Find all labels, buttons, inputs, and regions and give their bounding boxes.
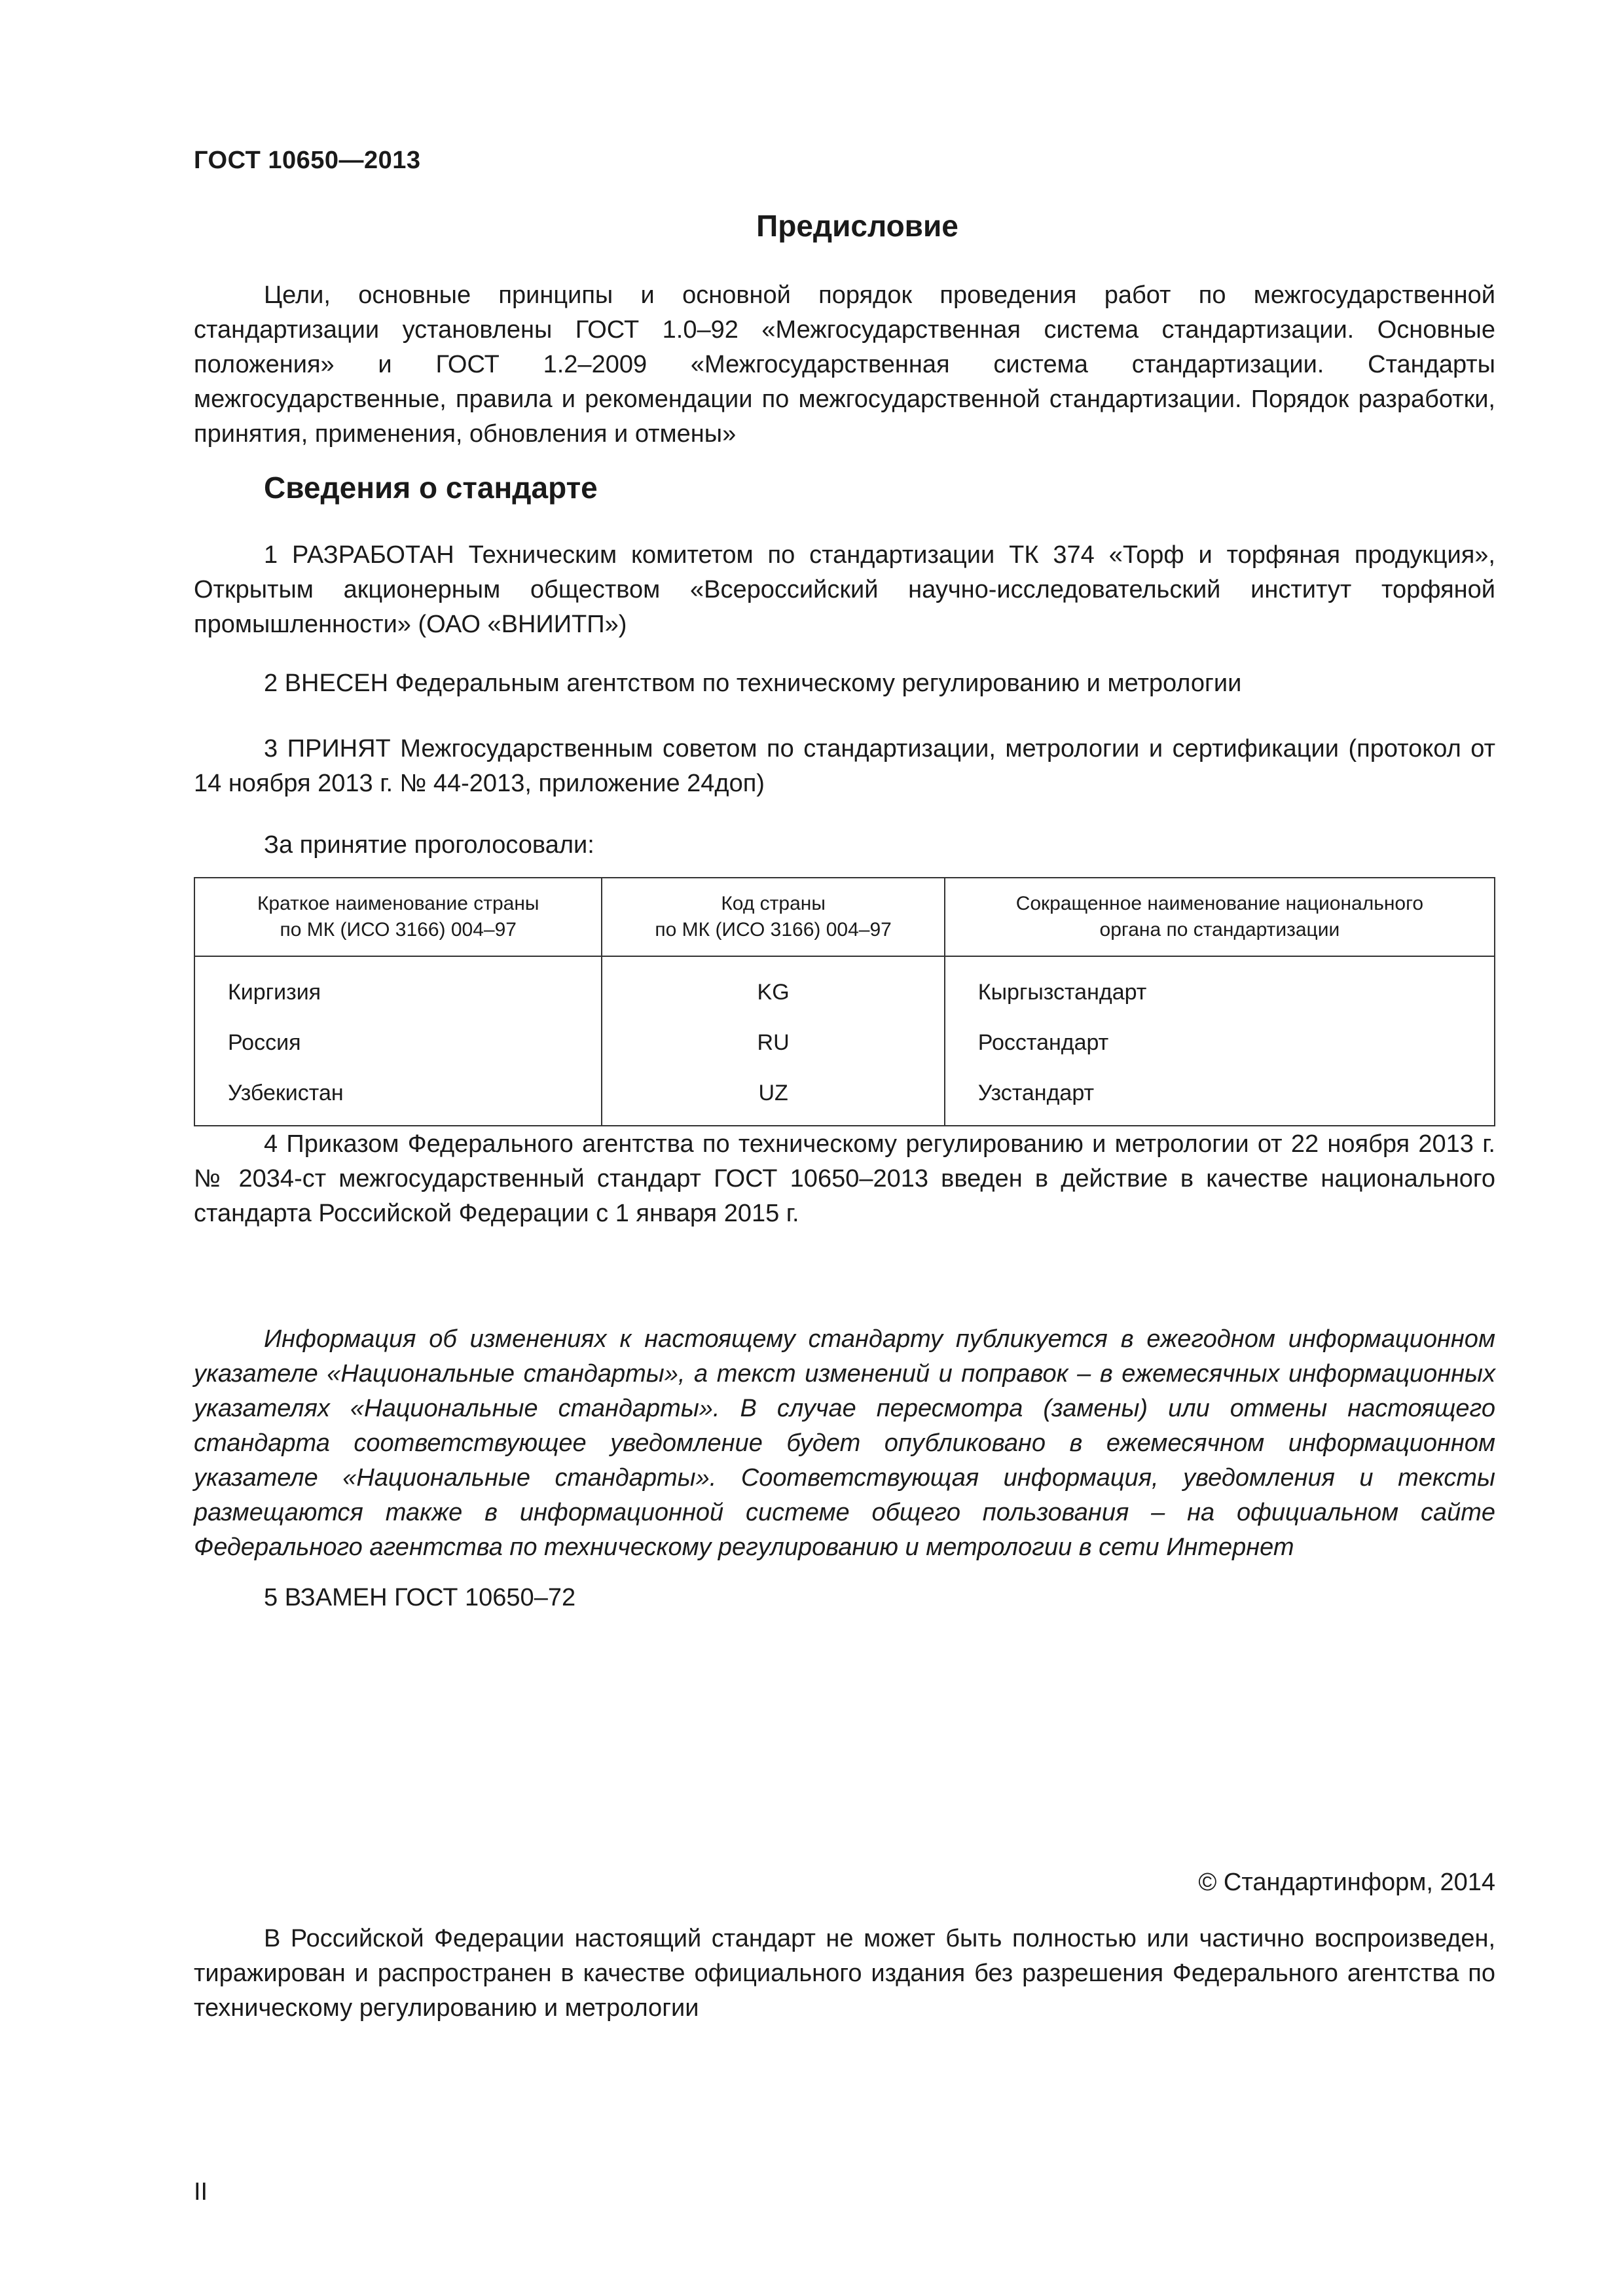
table-header-row bbox=[194, 878, 1495, 956]
rights-notice: В Российской Федерации настоящий стандарт не может быть полностью или частично воспроизведен, тиражирован и распространен в качестве официального издания без разрешения Федерального агентства по техническому регулированию и метрологии bbox=[194, 1925, 1495, 2022]
page-number: II bbox=[194, 2178, 208, 2206]
table-row bbox=[194, 956, 1495, 1018]
info-item-3: 3 ПРИНЯТ Межгосударственным советом по стандартизации, метрологии и сертификации (протокол от 14 ноября 2013 г. № 44-2013, приложение 24доп) bbox=[194, 735, 1495, 797]
header-country-code: Код страны по МК (ИСО 3166) 004–97 bbox=[602, 878, 944, 956]
voting-countries-table bbox=[194, 877, 1495, 1126]
cell-body: Кыргызстандарт bbox=[945, 956, 1495, 1018]
copyright: © Стандартинформ, 2014 bbox=[1198, 1869, 1495, 1896]
table-row bbox=[194, 1068, 1495, 1126]
changes-notice: Информация об изменениях к настоящему стандарту публикуется в ежегодном информационном указателе «Национальные стандарты», а текст изменений и поправок – в ежемесячных информационных указателях «Национальные стандарты». В случае пересмотра (замены) или отмены настоящего стандарта соответствующее уведомление будет опубликовано в ежемесячном информационном указателе «Национальные стандарты». Соответствующая информация, уведомления и тексты размещаются также в информационной системе общего пользования – на официальном сайте Федерального агентства по техническому регулированию и метрологии в сети Интернет bbox=[194, 1325, 1495, 1561]
foreword-title: Предисловие bbox=[756, 209, 958, 243]
foreword-text: Цели, основные принципы и основной порядок проведения работ по межгосударственной стандартизации установлены ГОСТ 1.0–92 «Межгосударственная система стандартизации. Основные положения» и ГОСТ 1.2–2009 «Межгосударственная система стандартизации. Стандарты межгосударственные, правила и рекомендации по межгосударственной стандартизации. Порядок разработки, принятия, применения, обновления и отмены» bbox=[194, 281, 1495, 448]
table-row bbox=[194, 1018, 1495, 1068]
cell-country: Россия bbox=[194, 1018, 602, 1068]
cell-code: UZ bbox=[602, 1068, 944, 1126]
voted-label: За принятие проголосовали: bbox=[264, 831, 594, 859]
document-code: ГОСТ 10650—2013 bbox=[194, 147, 421, 174]
info-title: Сведения о стандарте bbox=[264, 471, 598, 505]
cell-body: Узстандарт bbox=[945, 1068, 1495, 1126]
header-country-name: Краткое наименование страны по МК (ИСО 3166) 004–97 bbox=[194, 878, 602, 956]
cell-code: KG bbox=[602, 956, 944, 1018]
cell-code: RU bbox=[602, 1018, 944, 1068]
cell-country: Узбекистан bbox=[194, 1068, 602, 1126]
header-standards-body: Сокращенное наименование национального органа по стандартизации bbox=[945, 878, 1495, 956]
info-item-4: 4 Приказом Федерального агентства по техническому регулированию и метрологии от 22 ноября 2013 г. № 2034-ст межгосударственный стандарт ГОСТ 10650–2013 введен в действие в качестве национального стандарта Российской Федерации с 1 января 2015 г. bbox=[194, 1130, 1495, 1227]
cell-body: Росстандарт bbox=[945, 1018, 1495, 1068]
info-item-5: 5 ВЗАМЕН ГОСТ 10650–72 bbox=[264, 1584, 576, 1611]
info-item-2: 2 ВНЕСЕН Федеральным агентством по техническому регулированию и метрологии bbox=[264, 670, 1242, 697]
info-item-1: 1 РАЗРАБОТАН Техническим комитетом по стандартизации ТК 374 «Торф и торфяная продукция», Открытым акционерным обществом «Всероссийский научно-исследовательский институт торфяной промышленности» (ОАО «ВНИИТП») bbox=[194, 541, 1495, 638]
cell-country: Киргизия bbox=[194, 956, 602, 1018]
